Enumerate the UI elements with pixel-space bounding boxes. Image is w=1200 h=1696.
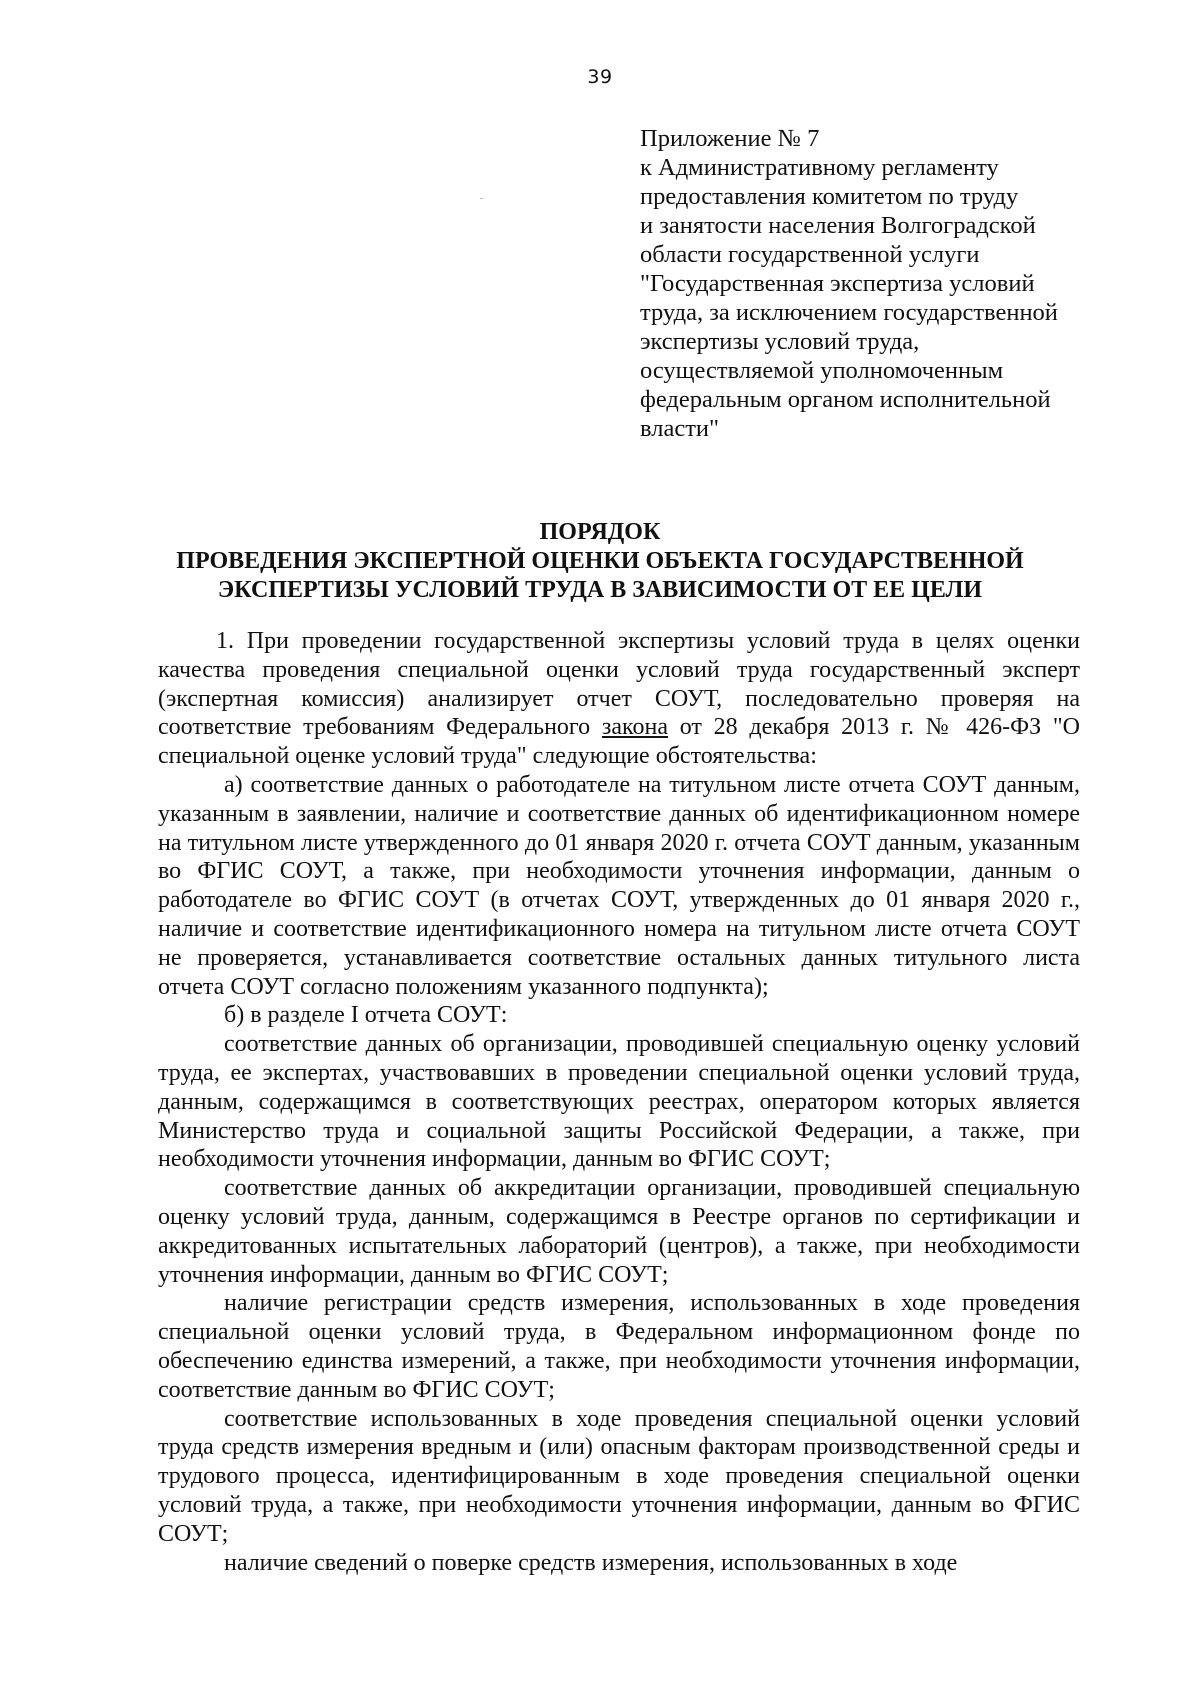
law-link[interactable]: закона bbox=[601, 714, 668, 741]
appendix-line: области государственной услуги bbox=[640, 241, 980, 268]
appendix-line: предоставления комитетом по труду bbox=[640, 183, 1019, 210]
paragraph-b: б) в разделе I отчета СОУТ: bbox=[224, 1002, 508, 1029]
appendix-line: труда, за исключением государственной bbox=[640, 299, 1058, 326]
paragraph-1-end: от 28 декабря 2013 г. № 426-ФЗ "О специальной оценке условий труда" следующие обстоятельства: bbox=[158, 714, 1081, 770]
appendix-line: осуществляемой уполномоченным bbox=[640, 357, 1004, 384]
paragraph-b-item-3: наличие регистрации средств измерения, использованных в ходе проведения специальной оценки условий труда, в Федеральном информационном фонде по обеспечению единства измерений, а также, при необходимости уточнения информации, соответствие данным во ФГИС СОУТ; bbox=[158, 1290, 1080, 1403]
title-line-3: ЭКСПЕРТИЗЫ УСЛОВИЙ ТРУДА В ЗАВИСИМОСТИ ОТ ЕЕ ЦЕЛИ bbox=[217, 577, 983, 603]
paragraph-b-item-5: наличие сведений о поверке средств измерения, использованных в ходе bbox=[224, 1549, 958, 1576]
paragraph-b-item-2: соответствие данных об аккредитации организации, проводившей специальную оценку условий труда, данным, содержащимся в Реестре органов по сертификации и аккредитованных испытательных лабораторий (центров), а также, при необходимости уточнения информации, данным во ФГИС СОУТ; bbox=[158, 1175, 1080, 1288]
appendix-line: экспертизы условий труда, bbox=[640, 328, 920, 355]
title-line-2: ПРОВЕДЕНИЯ ЭКСПЕРТНОЙ ОЦЕНКИ ОБЪЕКТА ГОСУДАРСТВЕННОЙ bbox=[176, 548, 1024, 574]
appendix-line: "Государственная экспертиза условий bbox=[640, 270, 1035, 297]
appendix-line: Приложение № 7 bbox=[640, 125, 820, 152]
appendix-line: к Административному регламенту bbox=[640, 154, 999, 181]
paragraph-a: а) соответствие данных о работодателе на титульном листе отчета СОУТ данным, указанным в заявлении, наличие и соответствие данных об идентификационном номере на титульном листе утвержденного до 01 января 2020 г. отчета СОУТ данным, указанным во ФГИС СОУТ, а также, при необходимости уточнения информации, данным о работодателе во ФГИС СОУТ (в отчетах СОУТ, утвержденных до 01 января 2020 г., наличие и соответствие идентификационного номера на титульном листе отчета СОУТ не проверяется, устанавливается соответствие остальных данных титульного листа отчета СОУТ согласно положениям указанного подпункта); bbox=[158, 771, 1080, 1000]
appendix-line: и занятости населения Волгоградской bbox=[640, 212, 1036, 239]
paragraph-1 bbox=[158, 627, 1080, 771]
scan-speck bbox=[480, 198, 483, 199]
title-line-1: ПОРЯДОК bbox=[539, 519, 661, 545]
page-number: 39 bbox=[587, 66, 613, 88]
appendix-header bbox=[640, 124, 1080, 443]
paragraph-b-item-1: соответствие данных об организации, проводившей специальную оценку условий труда, ее экспертах, участвовавших в проведении специальной оценки условий труда, данным, содержащимся в соответствующих реестрах, оператором которых является Министерство труда и социальной защиты Российской Федерации, а также, при необходимости уточнения информации, данным во ФГИС СОУТ; bbox=[158, 1031, 1080, 1173]
appendix-line: федеральным органом исполнительной bbox=[640, 386, 1051, 413]
document-body bbox=[158, 627, 1080, 1577]
paragraph-b-item-4: соответствие использованных в ходе проведения специальной оценки условий труда средств измерения вредным и (или) опасным факторам производственной среды и трудового процесса, идентифицированным в ходе проведения специальной оценки условий труда, а также, при необходимости уточнения информации, данным во ФГИС СОУТ; bbox=[158, 1405, 1080, 1547]
appendix-line: власти" bbox=[640, 415, 720, 442]
document-title bbox=[120, 518, 1080, 605]
paragraph-1-start: 1. При проведении государственной экспертизы условий труда в целях оценки качества проведения специальной оценки условий труда государственный эксперт (экспертная комиссия) анализирует отчет СОУТ, последовательно проверяя на соответствие требованиям Федерального bbox=[158, 628, 1080, 741]
